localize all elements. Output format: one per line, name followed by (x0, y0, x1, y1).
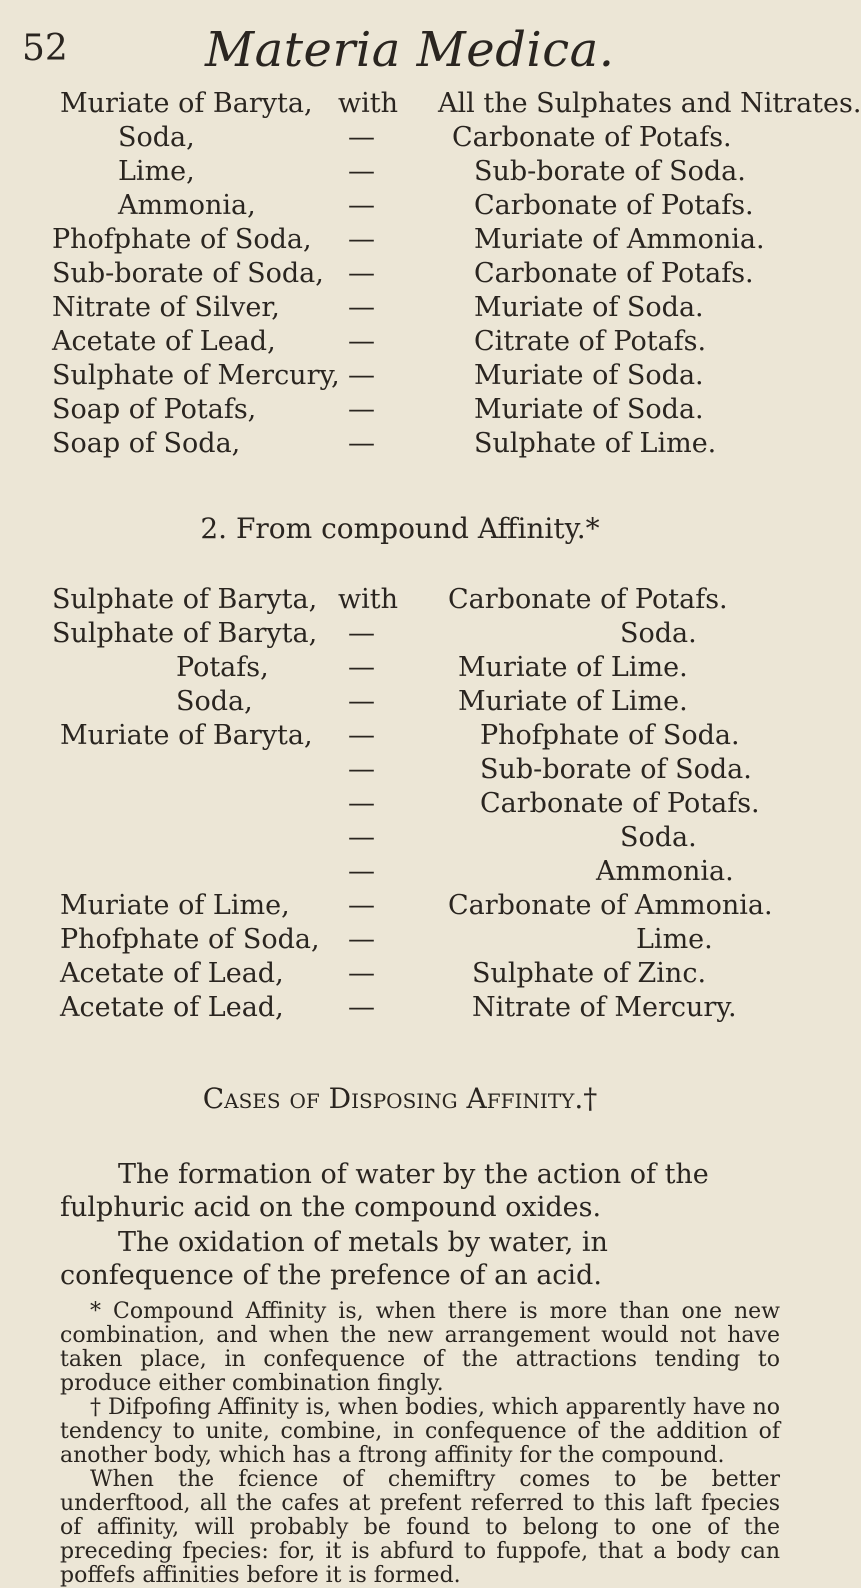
with-mark: — (348, 618, 375, 649)
page-number: 52 (22, 28, 68, 69)
footnote-compound-affinity: * Compound Affinity is, when there is more than one new combination, and when the new arrangement would not have taken place, in confequence of the attractions tending to produce either combination fingly. (60, 1299, 780, 1396)
table-row (0, 258, 800, 292)
reagent-right: Nitrate of Mercury. (472, 992, 737, 1023)
reagent-left: Phofphate of Soda, (60, 924, 320, 955)
reagent-right: Carbonate of Potafs. (474, 190, 754, 221)
reagent-right: Muriate of Soda. (474, 394, 704, 425)
reagent-right: Sulphate of Zinc. (472, 958, 707, 989)
reagent-right: Ammonia. (596, 856, 734, 887)
with-mark: — (348, 224, 375, 255)
footnotes (60, 1300, 780, 1588)
reagent-left: Muriate of Baryta, (60, 720, 313, 751)
with-mark: with (338, 584, 398, 615)
section-heading-disposing-affinity: Cases of Disposing Affinity.† (202, 1082, 598, 1115)
with-mark: — (348, 686, 375, 717)
reagent-left: Soda, (176, 686, 253, 717)
with-mark: — (348, 890, 375, 921)
with-mark: — (348, 822, 375, 853)
reagent-right: Citrate of Potafs. (474, 326, 707, 357)
reagent-left: Sulphate of Mercury, (52, 360, 340, 391)
with-mark: — (348, 924, 375, 955)
reagent-left: Soda, (118, 122, 195, 153)
reagent-left: Lime, (118, 156, 195, 187)
table-row (0, 394, 800, 428)
with-mark: — (348, 156, 375, 187)
table-row (0, 788, 800, 822)
with-mark: — (348, 394, 375, 425)
with-mark: — (348, 292, 375, 323)
with-mark: — (348, 652, 375, 683)
with-mark: — (348, 856, 375, 887)
with-mark: — (348, 720, 375, 751)
with-mark: — (348, 788, 375, 819)
reagent-left: Acetate of Lead, (60, 992, 284, 1023)
table-row (0, 156, 800, 190)
reagent-right: Carbonate of Potafs. (448, 584, 728, 615)
table-row (0, 754, 800, 788)
section-heading-compound-affinity: 2. From compound Affinity.* (200, 512, 600, 545)
table-row (0, 856, 800, 890)
table-row (0, 190, 800, 224)
reagent-right: Sub-borate of Soda. (480, 754, 752, 785)
reagent-right: Muriate of Soda. (474, 292, 704, 323)
table-row (0, 122, 800, 156)
reagent-right: Carbonate of Potafs. (474, 258, 754, 289)
running-title: Materia Medica. (205, 22, 615, 78)
with-mark: — (348, 958, 375, 989)
table-row (0, 720, 800, 754)
table-row (0, 958, 800, 992)
with-mark: — (348, 754, 375, 785)
with-mark: — (348, 428, 375, 459)
with-mark: — (348, 360, 375, 391)
reagent-left: Sulphate of Baryta, (52, 584, 318, 615)
table-row (0, 890, 800, 924)
reagent-left: Acetate of Lead, (60, 958, 284, 989)
with-mark: — (348, 258, 375, 289)
reagent-right: Phofphate of Soda. (480, 720, 740, 751)
reagent-left: Acetate of Lead, (52, 326, 276, 357)
reagent-left: Muriate of Baryta, (60, 88, 313, 119)
table-row (0, 652, 800, 686)
reagent-right: Muriate of Ammonia. (474, 224, 765, 255)
paragraph-water-formation: The formation of water by the action of the fulphuric acid on the compound oxides. (60, 1159, 709, 1223)
reagent-right: All the Sulphates and Nitrates. (438, 88, 861, 119)
reagent-left: Muriate of Lime, (60, 890, 290, 921)
table-row (0, 360, 800, 394)
with-mark: — (348, 992, 375, 1023)
reagent-right: Sulphate of Lime. (474, 428, 717, 459)
table-row (0, 88, 861, 122)
reagent-left: Phofphate of Soda, (52, 224, 312, 255)
page-header (0, 22, 800, 78)
with-mark: — (348, 190, 375, 221)
with-mark: — (348, 326, 375, 357)
table-row (0, 326, 800, 360)
reagent-left: Ammonia, (118, 190, 256, 221)
table-row (0, 584, 800, 618)
table-row (0, 686, 800, 720)
reagent-right: Sub-borate of Soda. (474, 156, 746, 187)
footnote-disposing-affinity: † Difpofing Affinity is, when bodies, which apparently have no tendency to unite, combine, in confequence of the addition of another body, which has a ftrong affinity for the compound. (60, 1395, 780, 1468)
paragraph-metal-oxidation: The oxidation of metals by water, in confequence of the prefence of an acid. (60, 1227, 608, 1291)
table-row (0, 224, 800, 258)
table-row (0, 428, 800, 462)
table-row (0, 292, 800, 326)
reagent-right: Soda. (620, 822, 697, 853)
reagent-right: Carbonate of Potafs. (480, 788, 760, 819)
reagent-right: Muriate of Lime. (458, 652, 688, 683)
reagent-right: Soda. (620, 618, 697, 649)
reagent-right: Carbonate of Potafs. (452, 122, 732, 153)
reagent-left: Sub-borate of Soda, (52, 258, 324, 289)
reagent-left: Sulphate of Baryta, (52, 618, 318, 649)
table-row (0, 822, 800, 856)
with-mark: with (338, 88, 398, 119)
footnote-continuation: When the fcience of chemiftry comes to be better underftood, all the cafes at prefent referred to this laft fpecies of affinity, will probably be found to belong to one of the preceding fpecies: for, it is abfurd to fuppofe, that a body can poffefs affinities before it is formed. (60, 1467, 780, 1588)
with-mark: — (348, 122, 375, 153)
reagent-right: Lime. (636, 924, 713, 955)
reagent-right: Muriate of Lime. (458, 686, 688, 717)
reagent-left: Soap of Soda, (52, 428, 241, 459)
reagent-left: Potafs, (176, 652, 269, 683)
reagent-left: Nitrate of Silver, (52, 292, 280, 323)
table-row (0, 618, 800, 652)
reagent-right: Muriate of Soda. (474, 360, 704, 391)
table-row (0, 992, 800, 1026)
reagent-left: Soap of Potafs, (52, 394, 257, 425)
table-row (0, 924, 800, 958)
reagent-right: Carbonate of Ammonia. (448, 890, 773, 921)
